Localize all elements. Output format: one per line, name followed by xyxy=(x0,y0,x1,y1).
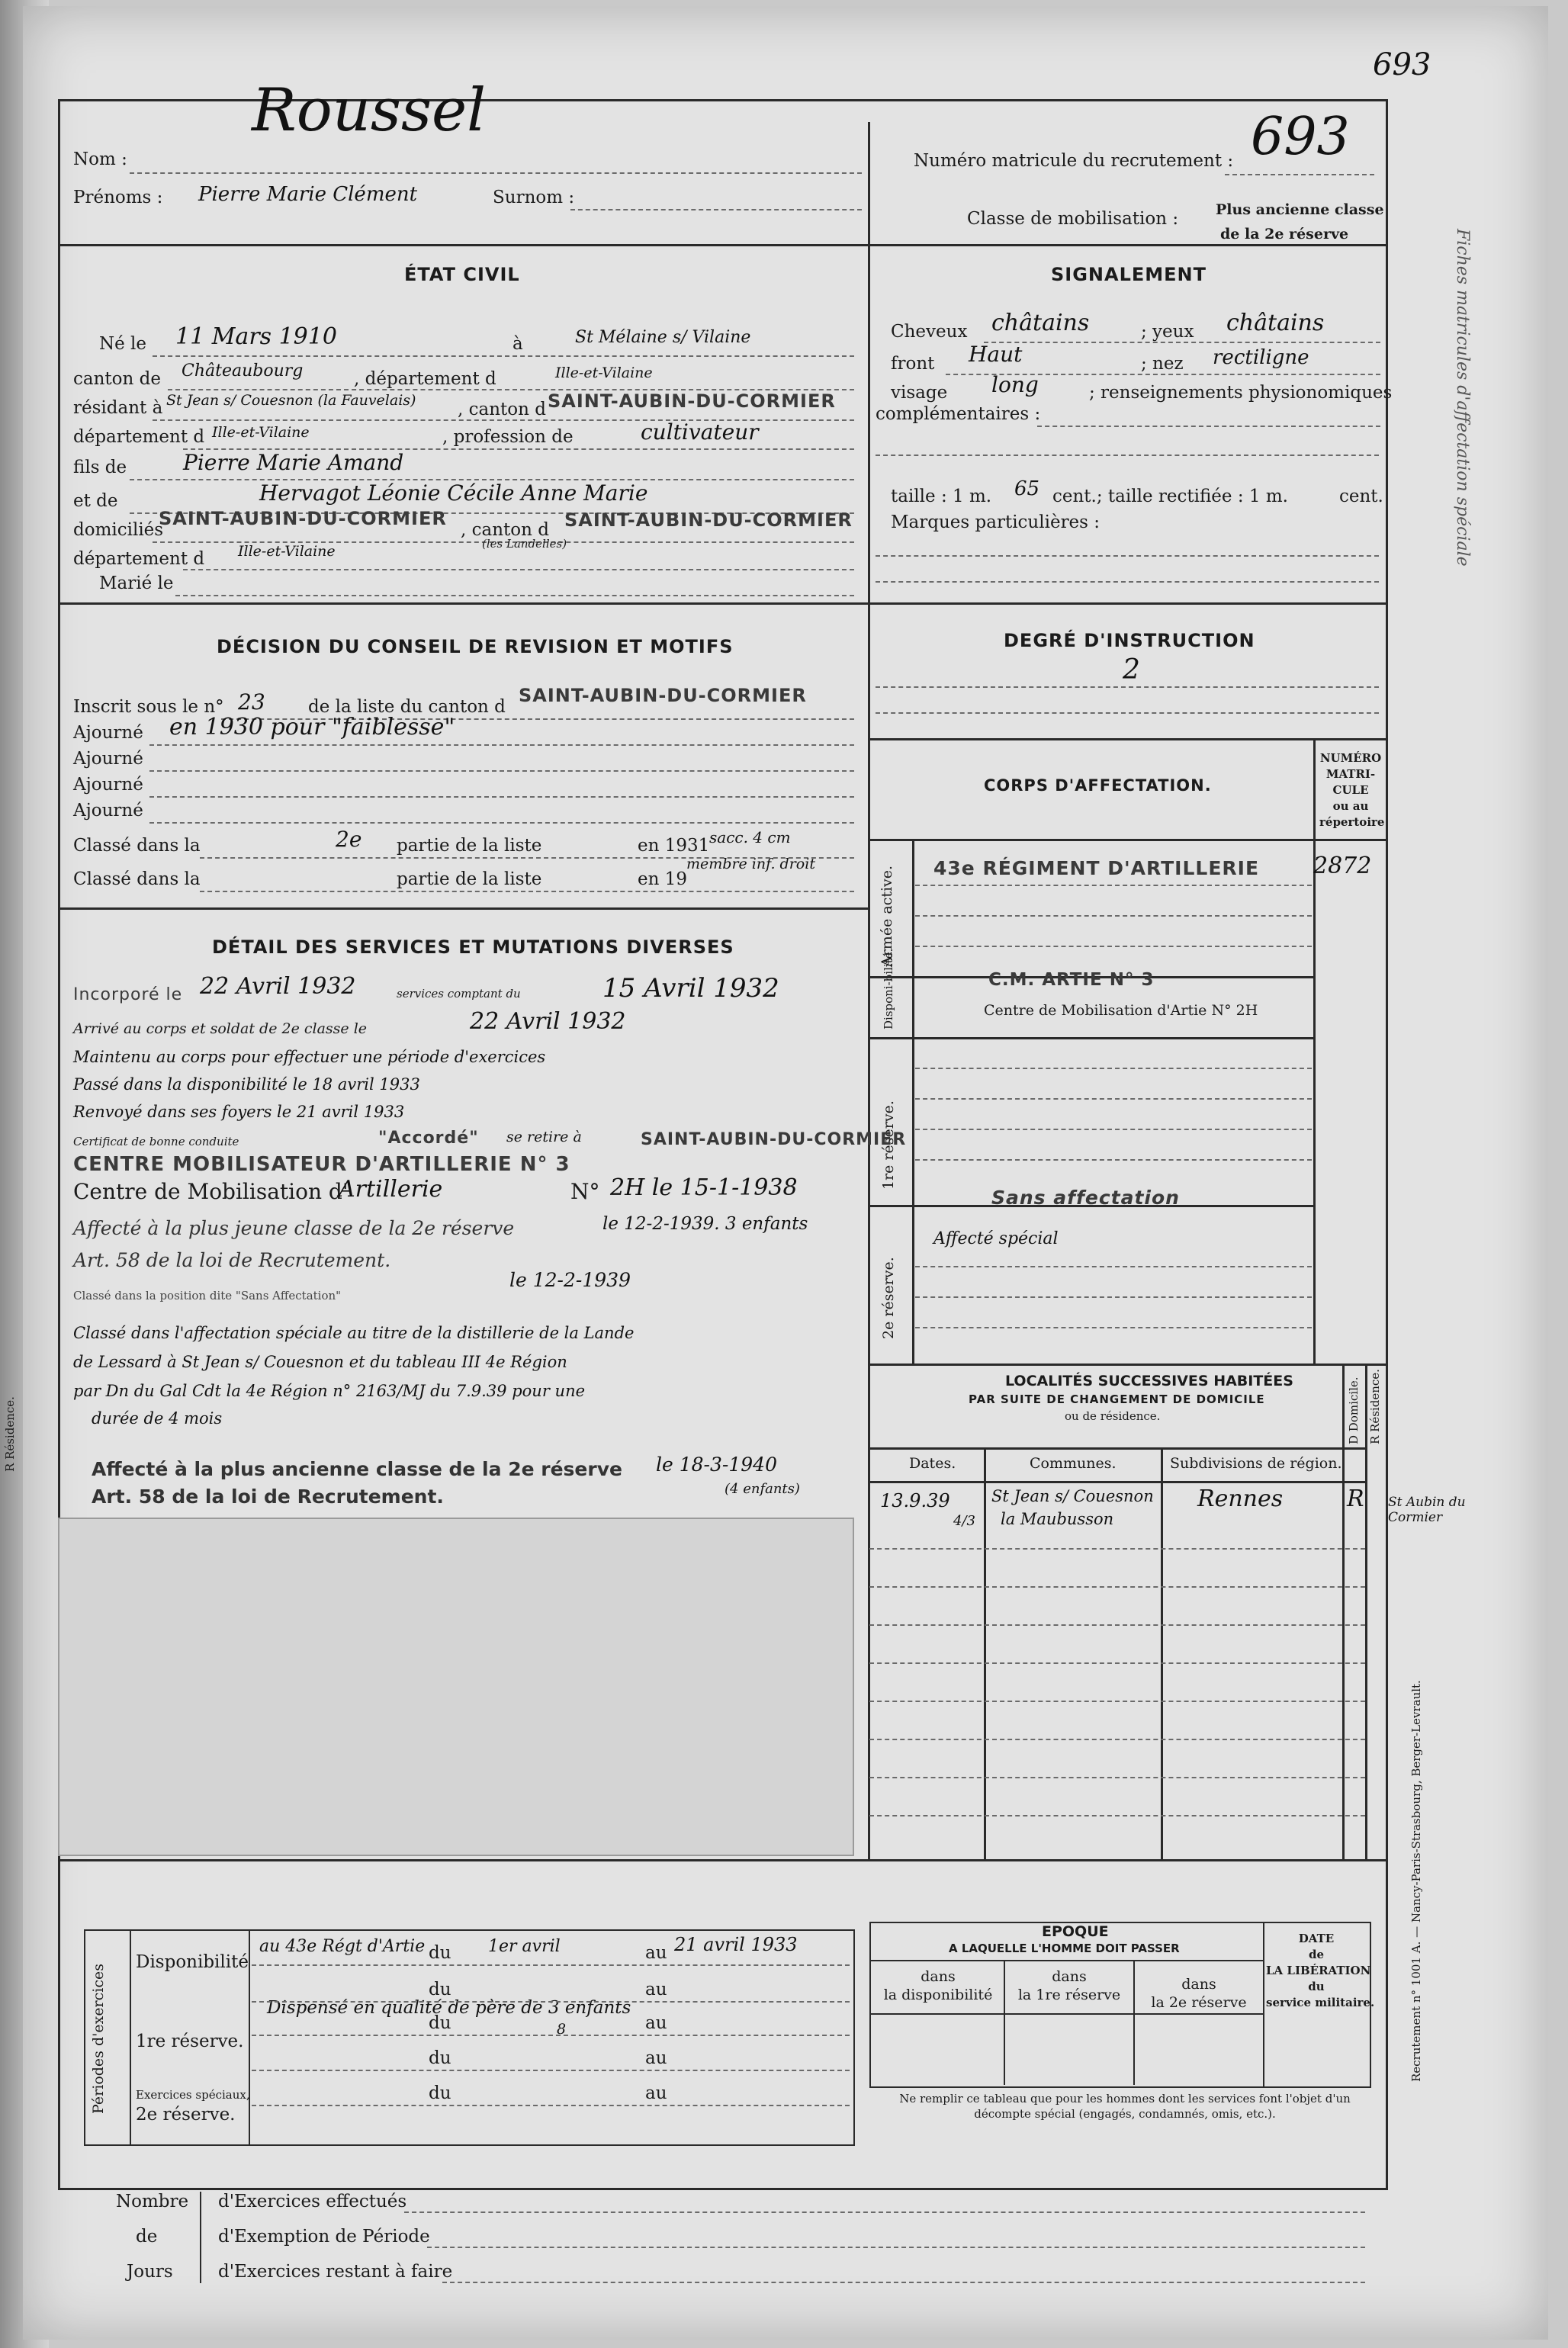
matricule-no: 2872 xyxy=(1313,853,1372,879)
row1-date: 13.9.39 xyxy=(880,1490,950,1511)
birth-date: 11 Mars 1910 xyxy=(175,323,337,350)
instruction-value: 2 xyxy=(1123,654,1140,686)
svc-line4: Passé dans la disponibilité le 18 avril 1933 xyxy=(73,1075,420,1094)
domicile-stamp: SAINT-AUBIN-DU-CORMIER xyxy=(159,508,447,529)
margin-left-res: R Résidence. xyxy=(3,1396,17,1472)
classe-value-2: de la 2e réserve xyxy=(1220,226,1349,243)
classe-dans-la-label-2: Classé dans la xyxy=(73,869,201,889)
periodes-disponibilite: Disponibilité xyxy=(136,1952,249,1972)
footer-effectues: d'Exercices effectués xyxy=(218,2192,407,2211)
canton-stamp-3: SAINT-AUBIN-DU-CORMIER xyxy=(564,509,853,531)
inscrit-value: 23 xyxy=(238,689,265,715)
svc-line6-d: SAINT-AUBIN-DU-CORMIER xyxy=(641,1130,907,1149)
footer-de: de xyxy=(136,2227,158,2247)
du-5: du xyxy=(429,2083,451,2103)
signalement-title: SIGNALEMENT xyxy=(1051,264,1207,285)
du-1: du xyxy=(429,1943,451,1963)
departement-label-3: département d xyxy=(73,549,205,569)
periodes-side-label: Périodes d'exercices xyxy=(90,1964,107,2114)
footer-nombre: Nombre xyxy=(116,2192,189,2211)
du-4: du xyxy=(429,2048,451,2068)
svc-line6-a: Certificat de bonne conduite xyxy=(73,1135,239,1148)
svc-line11-a: Classé dans la position dite "Sans Affectation" xyxy=(73,1289,342,1302)
svc-line1-d: 15 Avril 1932 xyxy=(602,973,779,1004)
departement-label-2: département d xyxy=(73,427,205,447)
svc-line2-b: 22 Avril 1932 xyxy=(470,1008,626,1035)
epoque-col2: dans la 1re réserve xyxy=(1017,1968,1121,2003)
canton-stamp: SAINT-AUBIN-DU-CORMIER xyxy=(548,390,836,412)
col-d-domicile: D Domicile. xyxy=(1347,1376,1361,1444)
au-4: au xyxy=(645,2048,667,2068)
svc-line16-c: (4 enfants) xyxy=(725,1481,800,1497)
svc-line9-b: le 12-2-1939. 3 enfants xyxy=(602,1214,808,1234)
departement-value: Ille-et-Vilaine xyxy=(555,365,653,381)
centre-mob-label: Centre de Mobilisation d'Artie N° 2H xyxy=(984,1002,1258,1019)
surnom-label: Surnom : xyxy=(493,188,575,207)
svc-line6-c: se retire à xyxy=(506,1129,582,1145)
canton-value: Châteaubourg xyxy=(182,361,304,381)
profession-value: cultivateur xyxy=(641,419,759,445)
epoque-col1: dans la disponibilité xyxy=(883,1968,993,2003)
yeux-value: châtains xyxy=(1226,310,1325,336)
periodes-reserve1: 1re réserve. xyxy=(136,2032,244,2051)
classe-dans-la-label-1: Classé dans la xyxy=(73,836,201,856)
front-value: Haut xyxy=(969,342,1023,367)
svc-line8-a: Centre de Mobilisation d' xyxy=(73,1179,349,1204)
nez-value: rectiligne xyxy=(1213,346,1309,369)
nom-value: Roussel xyxy=(252,76,487,145)
svc-line11-b: le 12-2-1939 xyxy=(509,1269,631,1291)
col-communes: Communes. xyxy=(1030,1455,1117,1472)
localites-title: LOCALITÉS SUCCESSIVES HABITÉES xyxy=(1005,1373,1293,1389)
liste-canton-label: de la liste du canton d xyxy=(308,697,506,717)
partie-liste-label-2: partie de la liste xyxy=(397,869,542,889)
epoque-subtitle: A LAQUELLE L'HOMME DOIT PASSER xyxy=(949,1942,1180,1955)
departement-label: , département d xyxy=(354,369,496,389)
en-1931: en 1931 xyxy=(638,836,710,856)
au-1: au xyxy=(645,1943,667,1963)
domicilies-label: domiciliés xyxy=(73,520,164,540)
marques-label: Marques particulières : xyxy=(891,512,1100,532)
svc-line1-b: 22 Avril 1932 xyxy=(200,973,356,1000)
ajourne-label-3: Ajourné xyxy=(73,775,143,795)
epoque-col3: dans la 2e réserve xyxy=(1151,1976,1247,2011)
footer-jours: Jours xyxy=(127,2262,173,2282)
partie-liste-label-1: partie de la liste xyxy=(397,836,542,856)
front-label: front xyxy=(891,354,935,374)
reserve2-side-label: 2e réserve. xyxy=(880,1257,897,1339)
ajourne-value: en 1930 pour "faiblesse" xyxy=(169,714,455,740)
periodes-row2: Dispensé en qualité de père de 3 enfants xyxy=(267,1998,631,2018)
du-2: du xyxy=(429,1980,451,1999)
disponibilite-side-label: Disponi-bilité. xyxy=(882,948,895,1029)
svc-line5: Renvoyé dans ses foyers le 21 avril 1933 xyxy=(73,1103,405,1121)
svc-line16-a: Affecté à la plus ancienne classe de la 2e réserve xyxy=(92,1458,622,1480)
imprimeur: Recrutement n° 1001 A. — Nancy-Paris-Strasbourg, Berger-Levrault. xyxy=(1409,1680,1423,2082)
partie-1-value: 2e xyxy=(336,827,362,852)
svc-line8-c: N° xyxy=(570,1179,600,1204)
departement-value-2: Ille-et-Vilaine xyxy=(212,424,310,441)
classe-value-1: Plus ancienne classe xyxy=(1216,201,1384,218)
epoque-note: Ne remplir ce tableau que pour les hommes dont les services font l'objet d'un décompte spécial (engagés, condamnés, omis, etc.). xyxy=(899,2092,1351,2121)
svc-line7: CENTRE MOBILISATEUR D'ARTILLERIE N° 3 xyxy=(73,1153,570,1176)
localites-subtitle-1: PAR SUITE DE CHANGEMENT DE DOMICILE xyxy=(969,1392,1265,1406)
au-5: au xyxy=(645,2083,667,2103)
row1-date-2: 4/3 xyxy=(953,1513,975,1529)
prenoms-value: Pierre Marie Clément xyxy=(198,183,418,206)
canton-label-3: , canton d xyxy=(461,520,549,540)
periodes-exercices: Exercices spéciaux, xyxy=(136,2088,250,2102)
svc-line16-b: le 18-3-1940 xyxy=(656,1453,777,1476)
note-lieu: (les Landelles) xyxy=(482,537,567,551)
svc-line15: durée de 4 mois xyxy=(92,1409,223,1428)
periodes-row1-au: 21 avril 1933 xyxy=(674,1934,798,1955)
row1-dr: R xyxy=(1347,1486,1364,1512)
en-note-2: membre inf. droit xyxy=(686,856,815,872)
periodes-reserve2: 2e réserve. xyxy=(136,2105,236,2125)
du-3: du xyxy=(429,2013,451,2033)
periodes-row2-b: 8 xyxy=(557,2021,567,2038)
periodes-row1-a: au 43e Régt d'Artie xyxy=(259,1937,426,1956)
residant-value: St Jean s/ Couesnon (la Fauvelais) xyxy=(166,392,416,409)
canton-label-2: , canton d xyxy=(458,400,546,419)
visage-label: visage xyxy=(891,383,948,403)
localites-subtitle-2: ou de résidence. xyxy=(1065,1409,1161,1423)
services-title: DÉTAIL DES SERVICES ET MUTATIONS DIVERSES xyxy=(212,936,734,958)
affecte-special-value: Affecté spécial xyxy=(933,1229,1059,1248)
etat-civil-rule xyxy=(58,602,1386,605)
svc-line3: Maintenu au corps pour effectuer une période d'exercices xyxy=(73,1048,546,1066)
footer-restant: d'Exercices restant à faire xyxy=(218,2262,453,2282)
margin-right-vertical: Fiches matricules d'affectation spéciale xyxy=(1453,229,1472,567)
svc-line12: Classé dans l'affectation spéciale au titre de la distillerie de la Lande xyxy=(73,1324,635,1342)
residant-label: résidant à xyxy=(73,398,163,418)
sans-affectation-stamp: Sans affectation xyxy=(991,1187,1180,1209)
nez-label: ; nez xyxy=(1141,354,1184,374)
renseignements-label: ; renseignements physionomiques xyxy=(1089,383,1393,403)
col-r-residence: R Résidence. xyxy=(1368,1369,1382,1444)
reserve1-side-label: 1re réserve. xyxy=(880,1100,897,1190)
epoque-liberation: DATE de LA LIBÉRATION du service militaire. xyxy=(1266,1932,1375,2009)
mere-value: Hervagot Léonie Cécile Anne Marie xyxy=(259,480,648,506)
cm-art-stamp: C.M. ARTIE N° 3 xyxy=(988,970,1155,990)
cheveux-value: châtains xyxy=(991,310,1090,336)
center-divider xyxy=(868,122,870,1861)
en-note-1: sacc. 4 cm xyxy=(709,828,791,846)
svc-line2-a: Arrivé au corps et soldat de 2e classe le xyxy=(73,1020,368,1037)
et-de-label: et de xyxy=(73,491,118,511)
svc-line1-a: Incorporé le xyxy=(73,985,183,1004)
cent-label: cent.; taille rectifiée : 1 m. xyxy=(1052,487,1288,506)
a-label: à xyxy=(512,334,523,354)
regiment-stamp: 43e RÉGIMENT D'ARTILLERIE xyxy=(933,857,1260,879)
svc-line10: Art. 58 de la loi de Recrutement. xyxy=(73,1249,391,1271)
matricule-label: Numéro matricule du recrutement : xyxy=(914,151,1234,171)
svc-line17: Art. 58 de la loi de Recrutement. xyxy=(92,1486,444,1508)
pere-value: Pierre Marie Amand xyxy=(183,450,404,475)
instruction-title: DEGRÉ D'INSTRUCTION xyxy=(1004,630,1255,651)
row1-subdivision: Rennes xyxy=(1197,1486,1284,1512)
au-2: au xyxy=(645,1980,667,1999)
ajourne-label-2: Ajourné xyxy=(73,749,143,769)
numero-header: NUMÉRO MATRI- CULE ou au répertoire xyxy=(1319,751,1385,829)
ajourne-label-1: Ajourné xyxy=(73,723,143,743)
page-number: 693 xyxy=(1373,47,1431,82)
decision-title: DÉCISION DU CONSEIL DE REVISION ET MOTIFS xyxy=(217,636,734,657)
marie-le-label: Marié le xyxy=(99,573,174,593)
svc-line8-d: 2H le 15-1-1938 xyxy=(610,1174,798,1201)
svc-line13: de Lessard à St Jean s/ Couesnon et du tableau III 4e Région xyxy=(73,1353,567,1371)
visage-value: long xyxy=(991,372,1039,397)
birth-place: St Mélaine s/ Vilaine xyxy=(575,328,751,347)
taille-label: taille : 1 m. xyxy=(891,487,992,506)
en-19: en 19 xyxy=(638,869,688,889)
departement-value-3: Ille-et-Vilaine xyxy=(238,543,336,560)
svc-line14: par Dn du Gal Cdt la 4e Région n° 2163/MJ du 7.9.39 pour une xyxy=(73,1382,586,1400)
profession-label: , profession de xyxy=(442,427,574,447)
au-3: au xyxy=(645,2013,667,2033)
periodes-row1-du: 1er avril xyxy=(488,1937,561,1956)
epoque-title: EPOQUE xyxy=(1042,1923,1109,1940)
margin-note: St Aubin du Cormier xyxy=(1388,1495,1466,1525)
canton-label: canton de xyxy=(73,369,161,389)
cent-label-2: cent. xyxy=(1339,487,1383,506)
col-subdivisions: Subdivisions de région. xyxy=(1170,1455,1342,1472)
yeux-label: ; yeux xyxy=(1141,322,1194,342)
footer-exemption: d'Exemption de Période xyxy=(218,2227,430,2247)
taille-value: 65 xyxy=(1014,477,1040,500)
row1-commune-2: la Maubusson xyxy=(1001,1510,1114,1528)
armee-active-label: Armée active. xyxy=(879,865,895,967)
col-dates: Dates. xyxy=(909,1455,956,1472)
etat-civil-title: ÉTAT CIVIL xyxy=(404,264,520,285)
svc-line1-c: services comptant du xyxy=(397,987,521,1001)
ne-le-label: Né le xyxy=(99,334,147,354)
affectation-title: CORPS D'AFFECTATION. xyxy=(984,776,1212,795)
prenoms-label: Prénoms : xyxy=(73,188,163,207)
inscrit-label: Inscrit sous le n° xyxy=(73,697,224,717)
complementaires-label: complémentaires : xyxy=(876,404,1041,424)
header-rule xyxy=(58,244,1386,246)
decision-canton-stamp: SAINT-AUBIN-DU-CORMIER xyxy=(519,685,807,706)
classe-label: Classe de mobilisation : xyxy=(967,209,1179,229)
svc-line6-b: "Accordé" xyxy=(378,1129,479,1148)
svc-line8-b: Artillerie xyxy=(339,1176,443,1203)
svc-line9-a: Affecté à la plus jeune classe de la 2e réserve xyxy=(73,1217,515,1239)
fils-de-label: fils de xyxy=(73,458,127,477)
pasted-slip xyxy=(58,1518,854,1856)
cheveux-label: Cheveux xyxy=(891,322,968,342)
row1-commune: St Jean s/ Couesnon xyxy=(991,1487,1154,1505)
nom-label: Nom : xyxy=(73,149,127,169)
ajourne-label-4: Ajourné xyxy=(73,801,143,821)
matricule-value: 693 xyxy=(1251,107,1350,167)
